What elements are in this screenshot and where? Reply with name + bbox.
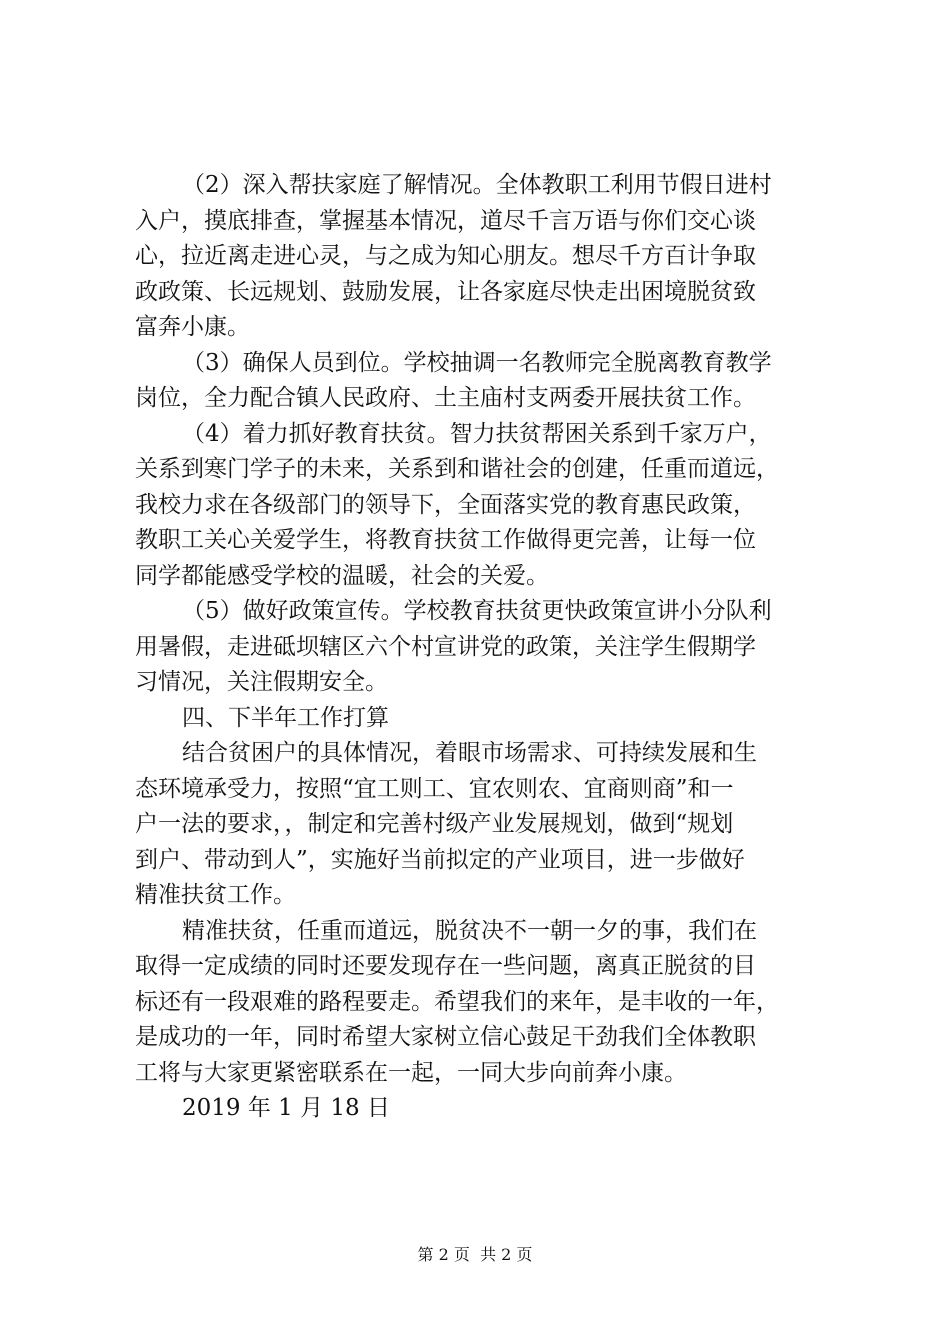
paragraph-line: 精准扶贫，任重而道远，脱贫决不一朝一夕的事，我们在	[182, 917, 757, 944]
paragraph-line: 岗位，全力配合镇人民政府、土主庙村支两委开展扶贫工作。	[135, 385, 756, 411]
paragraph-line: 富奔小康。	[135, 314, 250, 340]
paragraph-line: 政政策、长远规划、鼓励发展，让各家庭尽快走出困境脱贫致	[135, 278, 756, 305]
paragraph-line: 精准扶贫工作。	[135, 882, 296, 908]
paragraph-line: （3）确保人员到位。学校抽调一名教师完全脱离教育教学	[182, 349, 772, 376]
paragraph-line: 入户，摸底排查，掌握基本情况，道尽千言万语与你们交心谈	[135, 207, 756, 234]
paragraph-line: 户一法的要求，，制定和完善村级产业发展规划，做到“规划	[135, 811, 734, 837]
paragraph-line: 取得一定成绩的同时还要发现存在一些问题，离真正脱贫的目	[135, 953, 756, 979]
paragraph-line: 教职工关心关爱学生，将教育扶贫工作做得更完善，让每一位	[135, 527, 756, 553]
paragraph-line: （2）深入帮扶家庭了解情况。全体教职工利用节假日进村	[182, 172, 772, 198]
paragraph-line: 态环境承受力，按照“宜工则工、宜农则农、宜商则商”和一	[135, 775, 734, 802]
paragraph-line: （5）做好政策宣传。学校教育扶贫更快政策宣讲小分队利	[182, 598, 772, 624]
paragraph-line: 用暑假，走进砥坝辖区六个村宣讲党的政策，关注学生假期学	[135, 633, 756, 660]
paragraph-line: 是成功的一年，同时希望大家树立信心鼓足干劲我们全体教职	[135, 1024, 756, 1050]
paragraph-line: 习情况，关注假期安全。	[135, 669, 388, 695]
document-body	[135, 168, 835, 1127]
paragraph-line: 同学都能感受学校的温暖，社会的关爱。	[135, 562, 549, 589]
paragraph-line: 结合贫困户的具体情况，着眼市场需求、可持续发展和生	[182, 740, 757, 766]
paragraph-line: 到户、带动到人”，实施好当前拟定的产业项目，进一步做好	[135, 846, 745, 873]
document-date: 2019 年 1 月 18 日	[182, 1095, 390, 1121]
paragraph-line: （4）着力抓好教育扶贫。智力扶贫帮困关系到千家万户，	[182, 420, 772, 447]
page-number-footer: 第 2 页 共 2 页	[417, 1245, 533, 1264]
paragraph-line: 关系到寒门学子的未来，关系到和谐社会的创建，任重而道远，	[135, 456, 779, 482]
paragraph-line: 工将与大家更紧密联系在一起，一同大步向前奔小康。	[135, 1059, 687, 1086]
paragraph-line: 标还有一段艰难的路程要走。希望我们的来年，是丰收的一年，	[135, 988, 779, 1015]
section-heading: 四、下半年工作打算	[182, 704, 389, 731]
paragraph-line: 心，拉近离走进心灵，与之成为知心朋友。想尽千方百计争取	[135, 243, 756, 269]
paragraph-line: 我校力求在各级部门的领导下，全面落实党的教育惠民政策，	[135, 491, 756, 518]
